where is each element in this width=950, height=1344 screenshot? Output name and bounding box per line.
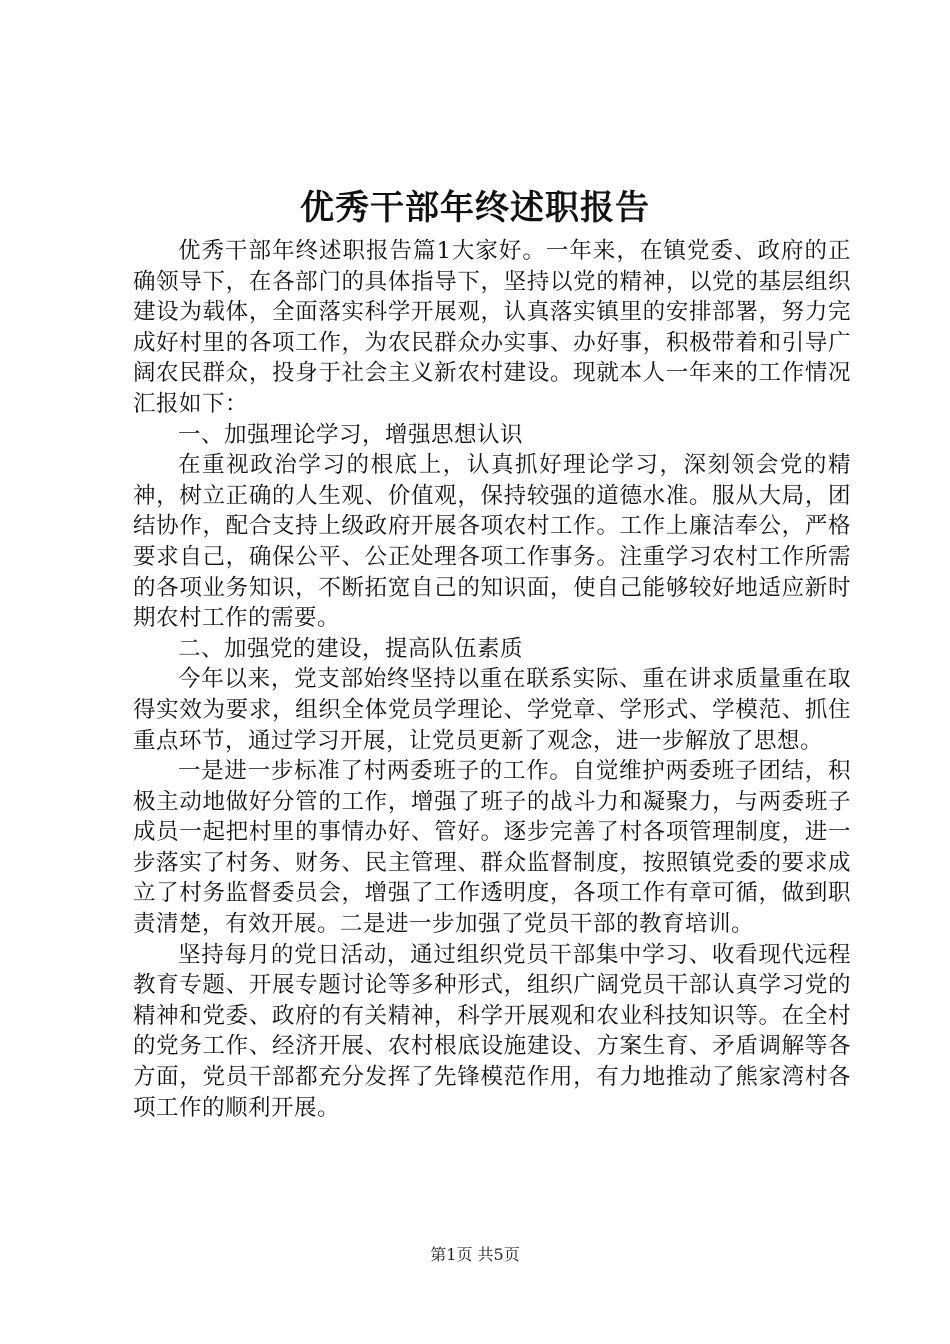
paragraph-party-day: 坚持每月的党日活动，通过组织党员干部集中学习、收看现代远程教育专题、开展专题讨论等多种形式，组织广阔党员干部认真学习党的精神和党委、政府的有关精神，科学开展观和农业科技知识等。在全村的党务工作、经济开展、农村根底设施建设、方案生育、矛盾调解等各方面，党员干部都充分发挥了先锋模范作用，有力地推动了熊家湾村各项工作的顺利开展。	[133, 941, 851, 1121]
page-footer: 第1页 共5页	[430, 1245, 520, 1264]
paragraph-committee-work: 一是进一步标准了村两委班子的工作。自觉维护两委班子团结，积极主动地做好分管的工作，增强了班子的战斗力和凝聚力，与两委班子成员一起把村里的事情办好、管好。逐步完善了村各项管理制度，进一步落实了村务、财务、民主管理、群众监督制度，按照镇党委的要求成立了村务监督委员会，增强了工作透明度，各项工作有章可循，做到职责清楚，有效开展。二是进一步加强了党员干部的教育培训。	[133, 758, 851, 938]
section-heading-1: 一、加强理论学习，增强思想认识	[178, 421, 524, 448]
paragraph-theory-study: 在重视政治学习的根底上，认真抓好理论学习，深刻领会党的精神，树立正确的人生观、价值观，保持较强的道德水准。服从大局，团结协作，配合支持上级政府开展各项农村工作。工作上廉洁奉公，严格要求自己，确保公平、公正处理各项工作事务。注重学习农村工作所需的各项业务知识，不断拓宽自己的知识面，使自己能够较好地适应新时期农村工作的需要。	[133, 452, 851, 632]
document-title: 优秀干部年终述职报告	[300, 188, 650, 228]
paragraph-intro: 优秀干部年终述职报告篇1大家好。一年来，在镇党委、政府的正确领导下，在各部门的具体指导下，坚持以党的精神，以党的基层组织建设为载体，全面落实科学开展观，认真落实镇里的安排部署，努力完成好村里的各项工作，为农民群众办实事、办好事，积极带着和引导广阔农民群众，投身于社会主义新农村建设。现就本人一年来的工作情况汇报如下：	[133, 238, 851, 417]
paragraph-party-building: 今年以来，党支部始终坚持以重在联系实际、重在讲求质量重在取得实效为要求，组织全体党员学理论、学党章、学形式、学模范、抓住重点环节，通过学习开展，让党员更新了观念，进一步解放了思想。	[133, 666, 851, 754]
section-heading-2: 二、加强党的建设，提高队伍素质	[178, 635, 524, 662]
document-body	[133, 236, 851, 1123]
